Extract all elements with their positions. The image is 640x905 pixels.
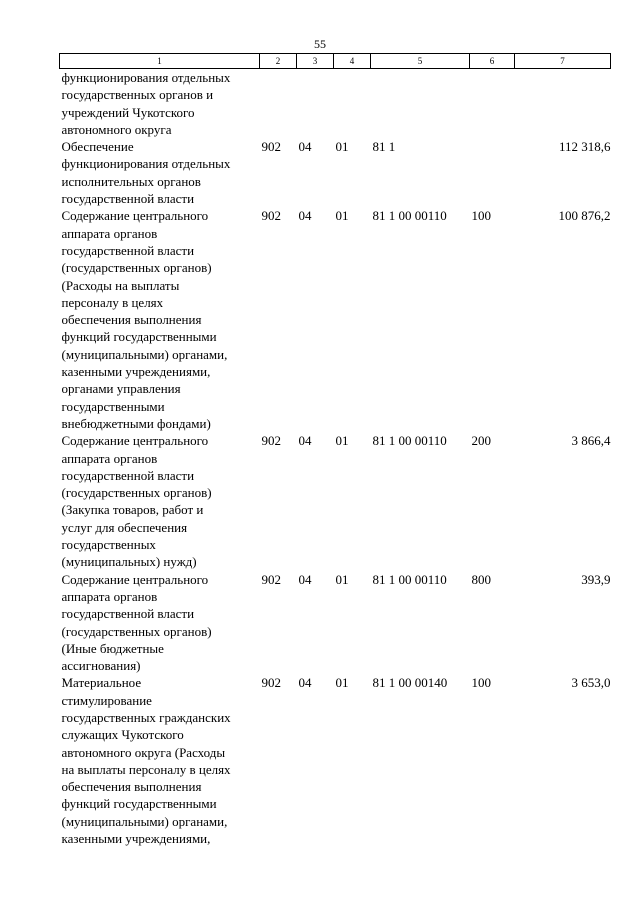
description-line: аппарата органов [61,588,158,604]
description-line: обеспечения выполнения [61,312,202,328]
description-line: государственной власти [61,467,195,483]
row-section: 04 [298,571,312,587]
description-line: (муниципальными) органами, [61,346,228,362]
header-row [60,54,611,69]
row-expense-type: 200 [471,433,491,449]
table-row [60,69,611,139]
row-subsection: 01 [335,139,349,155]
row-amount: 393,9 [581,571,611,587]
page-number: 55 [314,37,326,51]
row-subsection: 01 [335,571,349,587]
description-line: исполнительных органов [61,173,201,189]
row-target-article: 81 1 00 00110 [372,208,447,224]
description-line: обеспечения выполнения [61,779,202,795]
description-line: казенными учреждениями, [61,364,211,380]
row-description [60,69,260,139]
description-line: автономного округа [61,121,172,137]
description-line: Содержание центрального [61,208,209,224]
description-line: услуг для обеспечения [61,519,188,535]
table-row [60,571,611,675]
row-section: 04 [298,139,312,155]
description-line: стимулирование [61,692,152,708]
row-expense-type [470,69,515,139]
description-line: служащих Чукотского [61,727,184,743]
description-line: государственной власти [61,606,195,622]
header-col-4: 4 [334,54,371,69]
description-line: государственных гражданских [61,709,231,725]
row-section: 04 [298,433,312,449]
description-line: (государственных органов) [61,260,212,276]
budget-table [59,53,611,847]
row-section [297,69,334,139]
row-target-article [371,69,470,139]
description-line: на выплаты персоналу в целях [61,761,231,777]
description-line: (Иные бюджетные [61,640,164,656]
row-subsection: 01 [335,208,349,224]
description-line: государственной власти [61,191,195,207]
description-line: (муниципальных) нужд) [61,554,197,570]
row-target-article: 81 1 00 00110 [372,571,447,587]
description-line: ассигнования) [61,658,141,674]
description-line: автономного округа (Расходы [61,744,226,760]
row-subsection: 01 [335,433,349,449]
header-col-7: 7 [515,54,611,69]
description-line: (Закупка товаров, работ и [61,502,204,518]
row-subsection: 01 [335,675,349,691]
table-row [60,432,611,570]
description-line: (Расходы на выплаты [61,277,180,293]
row-amount: 3 653,0 [571,675,611,691]
description-line: учреждений Чукотского [61,104,195,120]
description-line: функций государственными [61,329,217,345]
row-ministry-code: 902 [261,433,281,449]
row-description [60,571,260,675]
row-ministry-code [260,69,297,139]
description-line: (государственных органов) [61,485,212,501]
description-line: Материальное [61,675,142,691]
description-line: органами управления [61,381,181,397]
row-description [60,432,260,570]
row-subsection [334,69,371,139]
row-target-article: 81 1 00 00140 [372,675,448,691]
row-description [60,138,260,207]
row-expense-type [470,138,515,207]
description-line: Содержание центрального [61,433,209,449]
row-ministry-code: 902 [261,139,281,155]
row-amount [515,69,611,139]
table-header [60,54,611,69]
description-line: внебюджетными фондами) [61,415,211,431]
description-line: государственными [61,398,165,414]
row-expense-type: 800 [471,571,491,587]
description-line: (муниципальными) органами, [61,813,228,829]
table-row [60,138,611,207]
row-ministry-code: 902 [261,675,281,691]
description-line: (государственных органов) [61,623,212,639]
row-expense-type: 100 [471,675,491,691]
header-col-1: 1 [60,54,260,69]
description-line: персоналу в целях [61,294,164,310]
description-line: государственных органов и [61,87,214,103]
description-line: функций государственными [61,796,217,812]
description-line: Содержание центрального [61,571,209,587]
row-target-article: 81 1 [372,139,396,155]
row-section: 04 [298,675,312,691]
description-line: государственных [61,537,156,553]
description-line: казенными учреждениями, [61,831,211,847]
header-col-2: 2 [260,54,297,69]
table-row [60,674,611,847]
table-body [60,69,611,848]
header-col-5: 5 [371,54,470,69]
description-line: функционирования отдельных [61,70,231,85]
table-row [60,207,611,432]
row-expense-type: 100 [471,208,491,224]
row-section: 04 [298,208,312,224]
description-line: функционирования отдельных [61,156,231,172]
description-line: государственной власти [61,242,195,258]
row-amount: 112 318,6 [558,139,611,155]
row-ministry-code: 902 [261,208,281,224]
row-ministry-code: 902 [261,571,281,587]
header-col-6: 6 [470,54,515,69]
row-description [60,207,260,432]
description-line: аппарата органов [61,450,158,466]
description-line: аппарата органов [61,225,158,241]
description-line: Обеспечение [61,139,134,155]
row-amount: 100 876,2 [558,208,611,224]
row-target-article: 81 1 00 00110 [372,433,447,449]
row-amount: 3 866,4 [571,433,611,449]
header-col-3: 3 [297,54,334,69]
row-description [60,674,260,847]
